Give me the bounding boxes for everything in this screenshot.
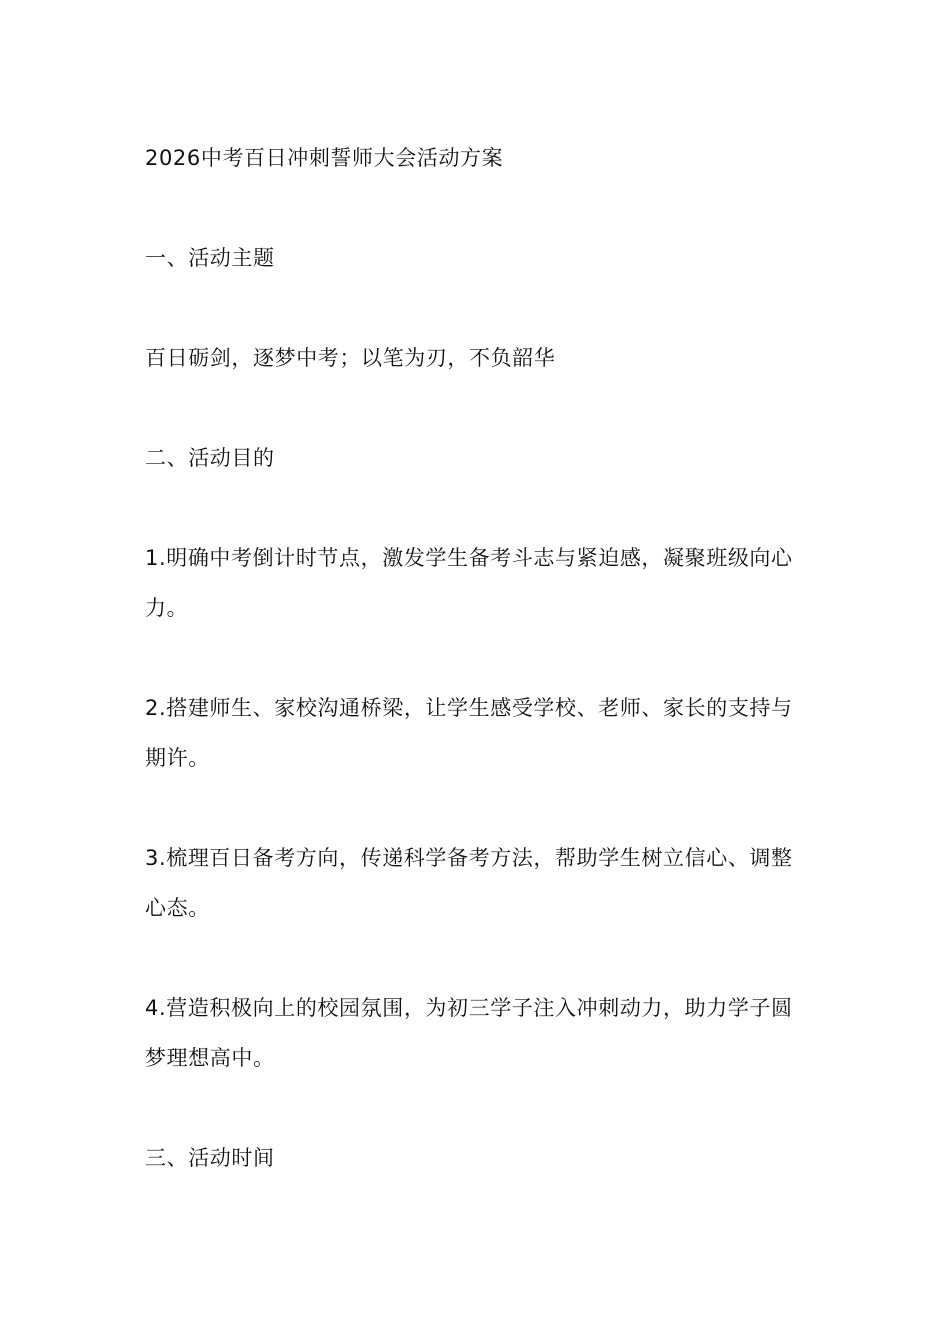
purpose-item-1: 1.明确中考倒计时节点，激发学生备考斗志与紧迫感，凝聚班级向心力。 [145, 546, 793, 620]
section-heading-purpose: 二、活动目的 [145, 446, 275, 470]
document-body [145, 133, 813, 1233]
section-heading-theme: 一、活动主题 [145, 246, 275, 270]
purpose-item-4: 4.营造积极向上的校园氛围，为初三学子注入冲刺动力，助力学子圆梦理想高中。 [145, 996, 793, 1070]
purpose-item-2: 2.搭建师生、家校沟通桥梁，让学生感受学校、老师、家长的支持与期许。 [145, 696, 793, 770]
document-title: 2026中考百日冲刺誓师大会活动方案 [145, 146, 504, 170]
section-heading-time: 三、活动时间 [145, 1146, 275, 1170]
purpose-item-3: 3.梳理百日备考方向，传递科学备考方法，帮助学生树立信心、调整心态。 [145, 846, 793, 920]
theme-paragraph: 百日砺剑，逐梦中考；以笔为刃，不负韶华 [145, 346, 556, 370]
